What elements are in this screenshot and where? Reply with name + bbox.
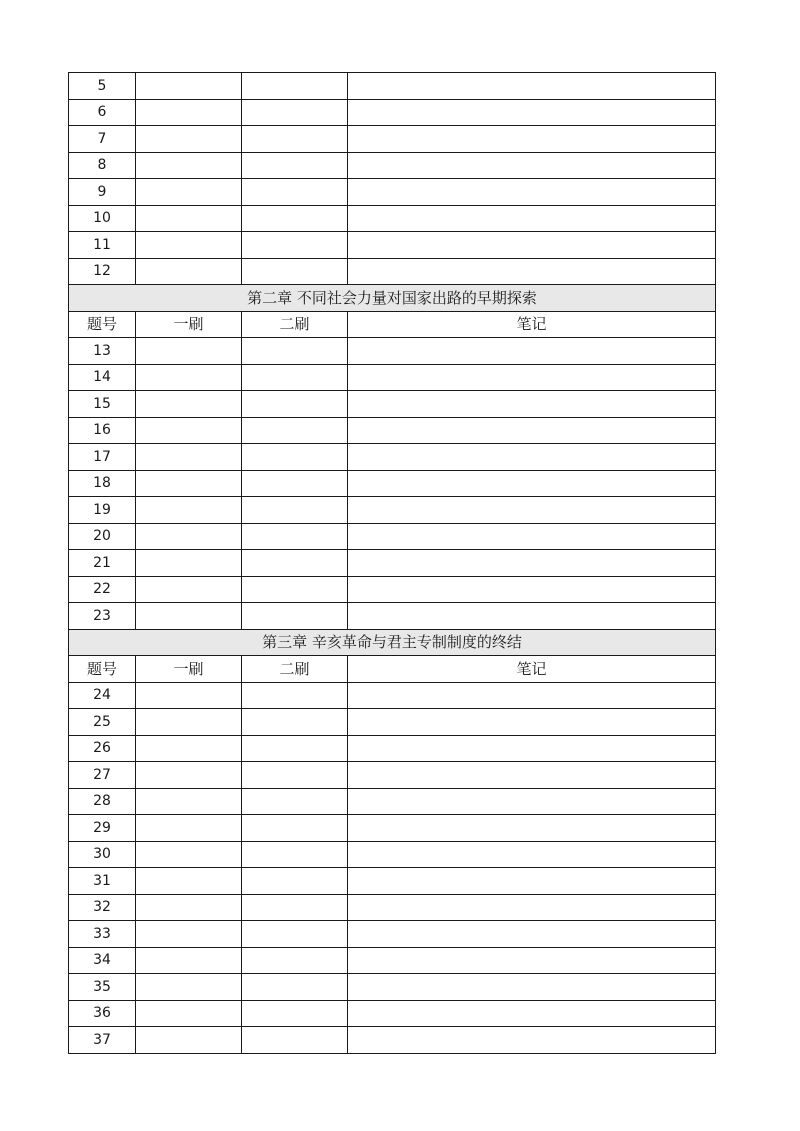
second-review-cell[interactable] [242, 73, 348, 100]
question-number-cell: 33 [69, 921, 136, 948]
table-row [69, 258, 716, 285]
question-number-cell: 29 [69, 815, 136, 842]
second-review-cell[interactable] [242, 497, 348, 524]
second-review-cell[interactable] [242, 391, 348, 418]
question-number-cell: 24 [69, 682, 136, 709]
notes-cell[interactable] [348, 709, 716, 736]
table-row [69, 788, 716, 815]
second-review-cell[interactable] [242, 99, 348, 126]
table-row [69, 179, 716, 206]
second-review-cell[interactable] [242, 921, 348, 948]
question-number-cell: 9 [69, 179, 136, 206]
first-review-cell[interactable] [136, 682, 242, 709]
notes-cell[interactable] [348, 417, 716, 444]
second-review-cell[interactable] [242, 603, 348, 630]
notes-cell[interactable] [348, 205, 716, 232]
table-row [69, 947, 716, 974]
table-row [69, 815, 716, 842]
chapter-title-row [69, 629, 716, 656]
table-row [69, 735, 716, 762]
chapter-title: 第三章 辛亥革命与君主专制制度的终结 [69, 629, 716, 656]
table-row [69, 205, 716, 232]
question-number-header: 题号 [69, 656, 136, 683]
first-review-header: 一刷 [136, 311, 242, 338]
question-number-cell: 25 [69, 709, 136, 736]
question-number-cell: 7 [69, 126, 136, 153]
notes-cell[interactable] [348, 947, 716, 974]
second-review-cell[interactable] [242, 576, 348, 603]
table-row [69, 152, 716, 179]
question-number-cell: 8 [69, 152, 136, 179]
second-review-cell[interactable] [242, 152, 348, 179]
notes-cell[interactable] [348, 841, 716, 868]
first-review-cell[interactable] [136, 126, 242, 153]
table-row [69, 921, 716, 948]
notes-cell[interactable] [348, 391, 716, 418]
notes-cell[interactable] [348, 523, 716, 550]
question-number-cell: 36 [69, 1000, 136, 1027]
first-review-cell[interactable] [136, 179, 242, 206]
question-number-cell: 16 [69, 417, 136, 444]
first-review-cell[interactable] [136, 338, 242, 365]
first-review-cell[interactable] [136, 364, 242, 391]
question-number-cell: 28 [69, 788, 136, 815]
notes-cell[interactable] [348, 894, 716, 921]
table-row [69, 99, 716, 126]
table-row [69, 868, 716, 895]
table-row [69, 470, 716, 497]
first-review-cell[interactable] [136, 205, 242, 232]
second-review-cell[interactable] [242, 179, 348, 206]
table-row [69, 709, 716, 736]
question-number-cell: 15 [69, 391, 136, 418]
question-number-cell: 17 [69, 444, 136, 471]
chapter-title-row [69, 285, 716, 312]
review-log-body [69, 73, 716, 1054]
table-row [69, 417, 716, 444]
notes-cell[interactable] [348, 550, 716, 577]
first-review-cell[interactable] [136, 603, 242, 630]
notes-cell[interactable] [348, 974, 716, 1001]
table-row [69, 762, 716, 789]
notes-cell[interactable] [348, 735, 716, 762]
notes-header: 笔记 [348, 656, 716, 683]
notes-cell[interactable] [348, 232, 716, 259]
first-review-cell[interactable] [136, 788, 242, 815]
notes-cell[interactable] [348, 470, 716, 497]
table-row [69, 73, 716, 100]
column-header-row [69, 656, 716, 683]
question-number-cell: 12 [69, 258, 136, 285]
notes-cell[interactable] [348, 338, 716, 365]
first-review-cell[interactable] [136, 868, 242, 895]
table-row [69, 523, 716, 550]
notes-cell[interactable] [348, 762, 716, 789]
first-review-cell[interactable] [136, 73, 242, 100]
question-number-header: 题号 [69, 311, 136, 338]
first-review-cell[interactable] [136, 523, 242, 550]
notes-cell[interactable] [348, 364, 716, 391]
notes-cell[interactable] [348, 444, 716, 471]
second-review-cell[interactable] [242, 815, 348, 842]
table-row [69, 338, 716, 365]
table-row [69, 1027, 716, 1054]
first-review-cell[interactable] [136, 576, 242, 603]
first-review-cell[interactable] [136, 470, 242, 497]
table-row [69, 894, 716, 921]
first-review-cell[interactable] [136, 894, 242, 921]
question-number-cell: 13 [69, 338, 136, 365]
question-number-cell: 22 [69, 576, 136, 603]
first-review-cell[interactable] [136, 947, 242, 974]
question-number-cell: 35 [69, 974, 136, 1001]
first-review-cell[interactable] [136, 815, 242, 842]
second-review-cell[interactable] [242, 205, 348, 232]
first-review-cell[interactable] [136, 99, 242, 126]
second-review-cell[interactable] [242, 682, 348, 709]
second-review-cell[interactable] [242, 126, 348, 153]
first-review-cell[interactable] [136, 1000, 242, 1027]
first-review-cell[interactable] [136, 258, 242, 285]
notes-cell[interactable] [348, 1000, 716, 1027]
question-number-cell: 30 [69, 841, 136, 868]
table-row [69, 603, 716, 630]
notes-cell[interactable] [348, 576, 716, 603]
first-review-cell[interactable] [136, 921, 242, 948]
table-row [69, 126, 716, 153]
second-review-cell[interactable] [242, 974, 348, 1001]
notes-cell[interactable] [348, 126, 716, 153]
notes-cell[interactable] [348, 788, 716, 815]
question-number-cell: 37 [69, 1027, 136, 1054]
question-number-cell: 14 [69, 364, 136, 391]
second-review-cell[interactable] [242, 232, 348, 259]
table-row [69, 444, 716, 471]
second-review-cell[interactable] [242, 258, 348, 285]
table-row [69, 497, 716, 524]
notes-header: 笔记 [348, 311, 716, 338]
notes-cell[interactable] [348, 497, 716, 524]
question-number-cell: 6 [69, 99, 136, 126]
first-review-cell[interactable] [136, 391, 242, 418]
first-review-cell[interactable] [136, 444, 242, 471]
column-header-row [69, 311, 716, 338]
second-review-header: 二刷 [242, 656, 348, 683]
first-review-header: 一刷 [136, 656, 242, 683]
second-review-cell[interactable] [242, 1000, 348, 1027]
second-review-cell[interactable] [242, 444, 348, 471]
second-review-header: 二刷 [242, 311, 348, 338]
question-number-cell: 32 [69, 894, 136, 921]
second-review-cell[interactable] [242, 417, 348, 444]
first-review-cell[interactable] [136, 1027, 242, 1054]
question-number-cell: 10 [69, 205, 136, 232]
first-review-cell[interactable] [136, 709, 242, 736]
first-review-cell[interactable] [136, 762, 242, 789]
notes-cell[interactable] [348, 179, 716, 206]
question-number-cell: 31 [69, 868, 136, 895]
notes-cell[interactable] [348, 815, 716, 842]
second-review-cell[interactable] [242, 947, 348, 974]
second-review-cell[interactable] [242, 868, 348, 895]
notes-cell[interactable] [348, 868, 716, 895]
second-review-cell[interactable] [242, 709, 348, 736]
table-row [69, 232, 716, 259]
second-review-cell[interactable] [242, 338, 348, 365]
second-review-cell[interactable] [242, 894, 348, 921]
question-number-cell: 5 [69, 73, 136, 100]
table-row [69, 576, 716, 603]
first-review-cell[interactable] [136, 974, 242, 1001]
first-review-cell[interactable] [136, 497, 242, 524]
second-review-cell[interactable] [242, 735, 348, 762]
first-review-cell[interactable] [136, 152, 242, 179]
second-review-cell[interactable] [242, 364, 348, 391]
second-review-cell[interactable] [242, 470, 348, 497]
notes-cell[interactable] [348, 152, 716, 179]
second-review-cell[interactable] [242, 762, 348, 789]
question-number-cell: 34 [69, 947, 136, 974]
first-review-cell[interactable] [136, 841, 242, 868]
question-number-cell: 26 [69, 735, 136, 762]
question-number-cell: 19 [69, 497, 136, 524]
notes-cell[interactable] [348, 1027, 716, 1054]
table-row [69, 364, 716, 391]
first-review-cell[interactable] [136, 735, 242, 762]
notes-cell[interactable] [348, 73, 716, 100]
first-review-cell[interactable] [136, 550, 242, 577]
review-log-table [68, 72, 716, 1054]
table-row [69, 550, 716, 577]
notes-cell[interactable] [348, 921, 716, 948]
first-review-cell[interactable] [136, 417, 242, 444]
second-review-cell[interactable] [242, 523, 348, 550]
first-review-cell[interactable] [136, 232, 242, 259]
table-row [69, 1000, 716, 1027]
notes-cell[interactable] [348, 682, 716, 709]
question-number-cell: 23 [69, 603, 136, 630]
question-number-cell: 27 [69, 762, 136, 789]
table-row [69, 682, 716, 709]
second-review-cell[interactable] [242, 788, 348, 815]
second-review-cell[interactable] [242, 1027, 348, 1054]
question-number-cell: 11 [69, 232, 136, 259]
notes-cell[interactable] [348, 603, 716, 630]
table-row [69, 841, 716, 868]
second-review-cell[interactable] [242, 550, 348, 577]
chapter-title: 第二章 不同社会力量对国家出路的早期探索 [69, 285, 716, 312]
second-review-cell[interactable] [242, 841, 348, 868]
table-row [69, 391, 716, 418]
question-number-cell: 20 [69, 523, 136, 550]
question-number-cell: 18 [69, 470, 136, 497]
notes-cell[interactable] [348, 258, 716, 285]
question-number-cell: 21 [69, 550, 136, 577]
notes-cell[interactable] [348, 99, 716, 126]
table-row [69, 974, 716, 1001]
